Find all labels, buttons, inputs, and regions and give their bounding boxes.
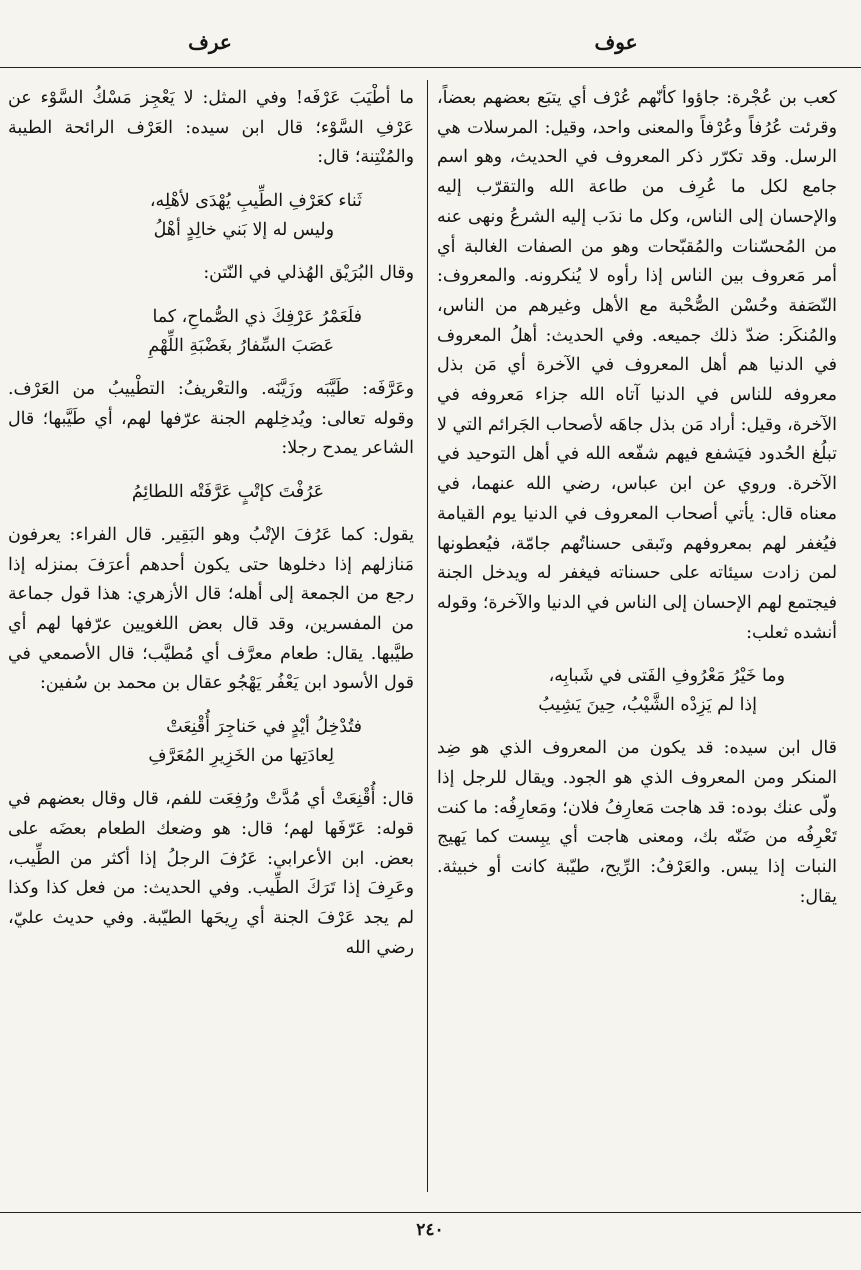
paragraph: يقول: كما عَرُفَ الإتْبُ وهو البَقِير. قال الفراء: يعرفون مَنازلهم إذا دخلوها حتى يكون أحدهم أعرَفَ بمنزله إذا رجع من الجمعة إلى أهله؛ قال الأزهري: هذا قول جماعة من المفسرين، وقد قال بعض اللغويين عرّفها لهم أي طيَّبها. يقال: طعام معرَّف أي مُطيَّب؛ قال الأصمعي في قول الأسود ابن يَعْفُر يَهْجُو عقال بن محمد بن سُفين: [8, 524, 414, 694]
right-column [437, 84, 837, 1202]
paragraph: كعب بن عُجْرة: جاؤوا كأنّهم عُرْف أي يتبَع بعضهم بعضاً، وقرئت عُرُفاً وعُرْفاً والمعنى واحد، وقيل: المرسلات هي الرسل. وقد تكرّر ذكر المعروف في الحديث، وهو اسم جامع لكل ما عُرِف من طاعة الله والتقرّب إليه والإحسان إلى الناس، وكل ما ندَب إليه الشرعُ ونهى عنه من المُحسّنات والمُقبّحات وهو من الصفات الغالبة أي أمر مَعروف بين الناس إذا رأوه لا يُنكرونه. والمعروف: النّصَفة وحُسْن الصُّحْبة مع الأهل وغيرهم من الناس، والمُنكَر: ضدّ ذلك جميعه. وفي الحديث: أهلُ المعروف في الدنيا هم أهل المعروف في الآخرة أي مَن بذل معروفه للناس في الدنيا آتاه الله جزاء مَعروفه في الآخرة، وقيل: أراد مَن بذل جاهَه لأصحاب الجَرائم التي لا تبلُغ الحُدود فيَشفع فيهم شفّعه الله في أهل التوحيد في الآخرة. وروي عن ابن عباس، رضي الله عنهما، في معناه قال: يأتي أصحاب المعروف في الدنيا يوم القيامة فيُغفر لهم بمعروفهم وتَبقى حسناتُهم جامّة، فيُعطونها لمن زادت سيئاته على حسناته فيغفر له ويدخل الجنة فيجتمع لهم الإحسان إلى الناس في الدنيا والآخرة؛ وقوله أنشده ثعلب: [437, 88, 837, 643]
verse-hemistich: فتُدْخِلُ أيْدٍ في حَناجِرَ أُقْنِعَتْ [166, 717, 362, 738]
paragraph: قال ابن سيده: قد يكون من المعروف الذي هو ضِد المنكر ومن المعروف الذي هو الجود. ويقال للرجل إذا ولّى عنك بوده: قد هاجت مَعارِفُ فلان؛ ومَعارِفُه: ما كنت تَعْرِفُه من ضَنّه بك، ومعنى هاجت أي يبِست كما يَهيج النبات إذا يبس. والعَرْفُ: الرِّيح، طيّبة كانت أو خبيثة. يقال: [437, 738, 837, 907]
paragraph: قال: أُقْنِعَتْ أي مُدَّتْ ورُفِعَت للفم، قال وقال بعضهم في قوله: عَرّفَها لهم؛ قال: هو وضعك الطعام بعضَه على بعض. ابن الأعرابي: عَرُفَ الرجلُ إذا أكثر من الطِّيب، وعَرِفَ إذا تَرَكَ الطِّيب. وفي الحديث: من فعل كذا وكذا لم يجد عَرْفَ الجنة أي رِيحَها الطيّبة. وفي حديث عليّ، رضي الله [8, 789, 414, 958]
running-header-left: عرف [188, 30, 232, 54]
verse [8, 303, 414, 361]
verse [8, 713, 414, 771]
verse [437, 662, 837, 720]
column-divider [427, 80, 428, 1192]
verse [8, 478, 414, 507]
paragraph: وعَرَّفَه: طَيَّبَه وزَيَّنَه. والتعْريفُ: التطْييبُ من العَرْف. وقوله تعالى: ويُدخِلهم الجنة عرّفها لهم، أي طَيَّبها؛ قال الشاعر يمدح رجلا: [8, 378, 414, 459]
verse [8, 187, 414, 245]
footer-rule [0, 1212, 861, 1213]
left-column [8, 84, 414, 1202]
verse-hemistich: إذا لم يَزِدْه الشَّيْبُ، حِينَ يَشِيبُ [538, 695, 757, 716]
running-header-right: عوف [594, 30, 638, 54]
verse-hemistich: فلَعَمْرُ عَرْفِكَ ذي الصُّماحِ، كما [152, 306, 362, 327]
verse-hemistich: عَرُفْتَ كإتْبٍ عَرَّفَتْه اللطائِمُ [131, 481, 324, 502]
verse-hemistich: ثَناء كعَرْفِ الطِّيبِ يُهْدَى لأهْلِه، [149, 191, 362, 212]
paragraph: ما أطْيَبَ عَرْفَه! وفي المثل: لا يَعْجِز مَسْكُ السَّوْء عن عَرْفِ السَّوْء؛ قال ابن سيده: العَرْف الرائحة الطيبة والمُنْتِنة؛ قال: [8, 88, 414, 168]
verse-hemistich: لِعادَتِها من الخَزِيرِ المُعَرَّفِ [148, 746, 334, 767]
verse-hemistich: عَصَبَ السِّفارُ بغَضْبَةِ اللِّهْمِ [148, 335, 334, 356]
paragraph: وقال البُرَيْق الهُذلي في النّتن: [203, 263, 414, 284]
header-rule [0, 67, 861, 68]
verse-hemistich: وما خَيْرُ مَعْرُوفِ الفَتى في شَبابِه، [548, 666, 785, 687]
page-number: ٢٤٠ [416, 1220, 444, 1240]
verse-hemistich: وليس له إلا بَني خالِدٍ أهْلُ [153, 220, 334, 241]
